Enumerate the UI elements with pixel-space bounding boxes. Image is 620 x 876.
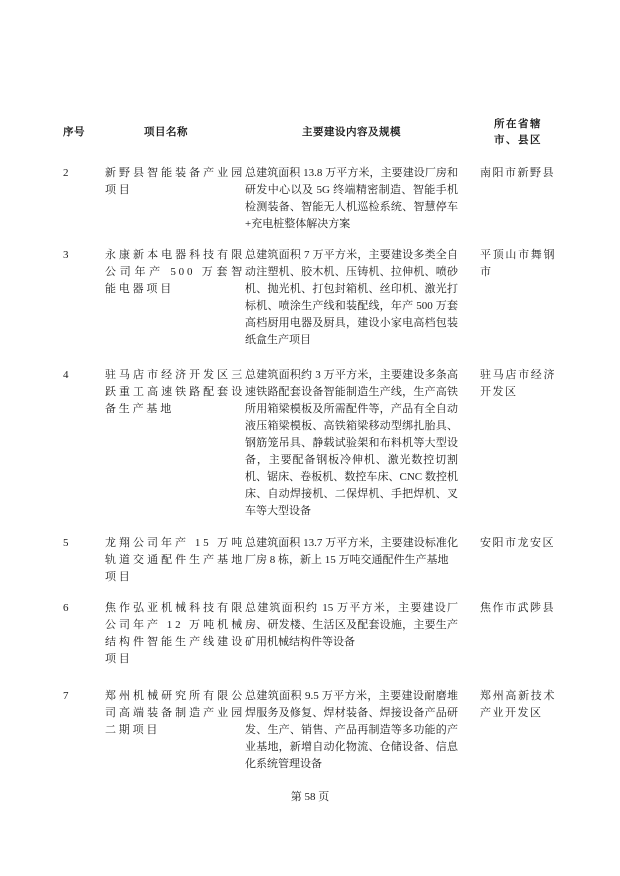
cell-construction-content: 总建筑面积 13.7 万平方米，主要建设标准化厂房 8 栋，新上 15 万吨交通配件生产基地 [245, 537, 458, 566]
cell-serial-number: 7 [63, 690, 69, 702]
table-row [63, 247, 558, 349]
cell-location: 焦作市武陟县 [480, 602, 555, 614]
cell-serial-number: 4 [63, 369, 69, 381]
cell-serial-number: 2 [63, 167, 69, 179]
page-number: 第 58 页 [290, 791, 330, 803]
cell-location: 郑州高新技术产业开发区 [480, 690, 556, 719]
cell-location: 平顶山市舞钢市 [480, 249, 556, 278]
cell-project-name: 龙翔公司年产 15 万吨轨道交通配件生产基地项目 [105, 537, 245, 583]
cell-location: 安阳市龙安区 [480, 537, 555, 549]
column-header-project-name: 项目名称 [144, 126, 188, 138]
cell-construction-content: 总建筑面积 7 万平方米，主要建设多类全自动注塑机、胶木机、压铸机、拉伸机、喷砂机、抛光机、打包封箱机、丝印机、激光打标机、喷涂生产线和装配线，年产 500 万套高档厨用电器及厨具，建设小家电高档包装纸盒生产项目 [245, 249, 458, 346]
table-row [63, 688, 558, 773]
cell-project-name: 焦作弘亚机械科技有限公司年产 12 万吨机械结构件智能生产线建设项目 [105, 602, 245, 665]
cell-construction-content: 总建筑面积约 3 万平方米，主要建设多条高速铁路配套设备智能制造生产线，生产高铁所用箱梁模板及所需配件等，产品有全自动液压箱梁模板、高铁箱梁移动型绑扎胎具、钢筋笼吊具、静载试验架和布料机等大型设备，主要配备钢板冷伸机、激光数控切割机、锯床、卷板机、数控车床、CNC 数控机床、自动焊接机、二保焊机、手把焊机、叉车等大型设备 [245, 369, 458, 517]
table-header-row [63, 112, 558, 152]
cell-serial-number: 3 [63, 249, 69, 261]
cell-construction-content: 总建筑面积 13.8 万平方米，主要建设厂房和研发中心以及 5G 终端精密制造、智能手机检测装备、智能无人机巡检系统、智慧停车+充电桩整体解决方案 [245, 167, 458, 230]
cell-construction-content: 总建筑面积 9.5 万平方米，主要建设耐磨堆焊服务及修复、焊材装备、焊接设备产品研发、生产、销售、产品再制造等多功能的产业基地，新增自动化物流、仓储设备、信息化系统管理设备 [245, 690, 458, 770]
column-header-construction-content: 主要建设内容及规模 [302, 126, 401, 138]
column-header-no: 序号 [63, 126, 85, 138]
column-header-location: 所在省辖市、县区 [494, 118, 542, 146]
table-row [63, 367, 558, 520]
table-row [63, 165, 558, 233]
cell-serial-number: 6 [63, 602, 69, 614]
cell-location: 驻马店市经济开发区 [480, 369, 556, 398]
cell-project-name: 新野县智能装备产业园项目 [105, 167, 245, 196]
cell-serial-number: 5 [63, 537, 69, 549]
cell-location: 南阳市新野县 [480, 167, 555, 179]
cell-project-name: 永康新本电器科技有限公司年产 500 万套智能电器项目 [105, 249, 245, 295]
cell-construction-content: 总建筑面积约 15 万平方米，主要建设厂房、研发楼、生活区及配套设施，主要生产矿用机械结构件等设备 [245, 602, 458, 648]
cell-project-name: 驻马店市经济开发区三跃重工高速铁路配套设备生产基地 [105, 369, 245, 415]
table-row [63, 600, 558, 668]
table-row [63, 535, 558, 586]
cell-project-name: 郑州机械研究所有限公司高端装备制造产业园二期项目 [105, 690, 245, 736]
